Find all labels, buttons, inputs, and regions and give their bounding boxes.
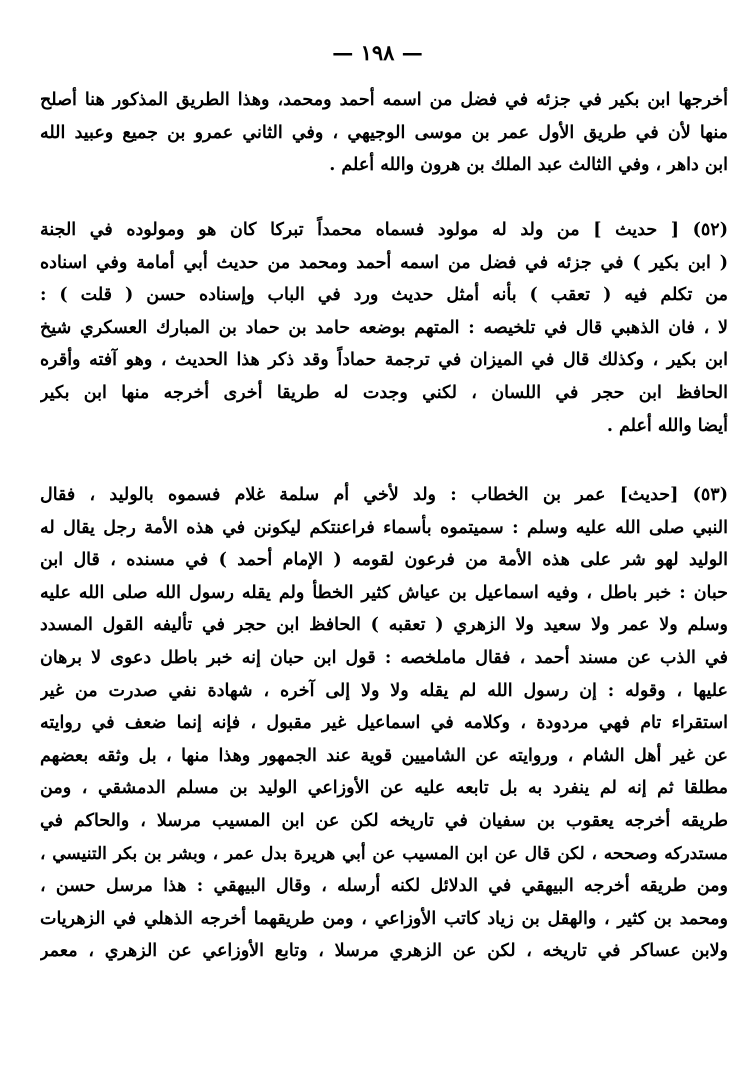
paragraph-1 <box>40 84 728 182</box>
text-line: (٥٢) [ حديث ] من ولد له مولود فسماه محمداً تبركا كان هو ومولوده في الجنة <box>40 220 728 240</box>
text-line: مستدركه وصححه ، لكن قال عن ابن المسيب عن أبي هريرة بدل عمر ، وبشر بن بكر التنيسي ، <box>40 843 728 864</box>
text-line: لا ، فان الذهبي قال في تلخيصه : المتهم بوضعه حامد بن حماد بن المبارك العسكري شيخ <box>40 317 728 338</box>
text-line: في الذب عن مسند أحمد ، فقال ماملخصه : قول ابن حبان إنه خبر باطل دعوى لا برهان <box>40 647 728 668</box>
text-line: من تكلم فيه ( تعقب ) بأنه أمثل حديث ورد في الباب وإسناده حسن ( قلت ) : <box>40 285 728 306</box>
page-number: — ۱۹۸ — <box>332 40 423 65</box>
text-line: ابن داهر ، وفي الثالث عبد الملك بن هرون والله أعلم . <box>329 155 728 176</box>
text-line: حبان : خبر باطل ، وفيه اسماعيل بن عياش كثير الخطأ ولم يقله رسول الله صلى الله عليه <box>40 582 728 603</box>
text-line: مطلقا ثم إنه لم ينفرد به بل تابعه عليه عن الأوزاعي الوليد بن مسلم الدمشقي ، ومن <box>40 778 728 799</box>
text-line: أيضا والله أعلم . <box>606 415 728 436</box>
text-line: الحافظ ابن حجر في اللسان ، لكني وجدت له طريقا أخرى أخرجه منها ابن بكير <box>40 382 728 403</box>
text-line: استقراء تام فهي مردودة ، وكلامه في اسماعيل غير مقبول ، فإنه إنما ضعف في روايته <box>40 713 728 734</box>
text-line: الوليد لهو شر على هذه الأمة من فرعون لقومه ( الإمام أحمد ) في مسنده ، قال ابن <box>40 550 728 571</box>
text-line: النبي صلى الله عليه وسلم : سميتموه بأسماء فراعنتكم ليكونن في هذه الأمة رجل يقال له <box>40 517 728 538</box>
text-line: أخرجها ابن بكير في جزئه في فضل من اسمه أحمد ومحمد، وهذا الطريق المذكور هنا أصلح <box>40 90 728 110</box>
text-line: منها لأن في طريق الأول عمر بن موسى الوجيهي ، وفي الثاني عمرو بن جميع وعبيد الله <box>40 122 728 143</box>
text-line: وسلم ولا عمر ولا سعيد ولا الزهري ( تعقبه ) الحافظ ابن حجر في تأليفه القول المسدد <box>40 615 728 636</box>
paragraph-hadith-52 <box>40 214 728 442</box>
text-line: ومحمد بن كثير ، والهقل بن زياد كاتب الأوزاعي ، ومن طريقهما أخرجه الذهلي في الزهريات <box>40 908 728 929</box>
text-line: ومن طريقه أخرجه البيهقي في الدلائل لكنه أرسله ، وقال البيهقي : هذا مرسل حسن ، <box>40 876 728 897</box>
text-line: طريقه أخرجه يعقوب بن سفيان في تاريخه لكن عن ابن المسيب مرسلا ، والحاكم في <box>40 810 728 831</box>
text-line: عليها ، وقوله : إن رسول الله لم يقله ولا ولا إلى آخره ، شهادة نفي صدرت من غير <box>40 680 728 701</box>
text-line: ولابن عساكر في تاريخه ، لكن عن الزهري مرسلا ، وتابع الأوزاعي عن الزهري ، معمر <box>40 941 728 962</box>
text-line: ابن بكير ، وكذلك قال في الميزان في ترجمة حماداً وقد ذكر هذا الحديث ، وهو آفته وأقره <box>40 350 728 371</box>
text-line: (٥٣) [حديث] عمر بن الخطاب : ولد لأخي أم سلمة غلام فسموه بالوليد ، فقال <box>40 485 728 505</box>
paragraph-hadith-53 <box>40 479 728 968</box>
text-line: ( ابن بكير ) في جزئه في فضل من اسمه أحمد ومحمد من حديث أبي أمامة وفي اسناده <box>40 252 728 273</box>
text-line: عن غير أهل الشام ، وروايته عن الشاميين قوية عند الجمهور وهذا منها ، بل وثقه بعضهم <box>40 745 728 766</box>
